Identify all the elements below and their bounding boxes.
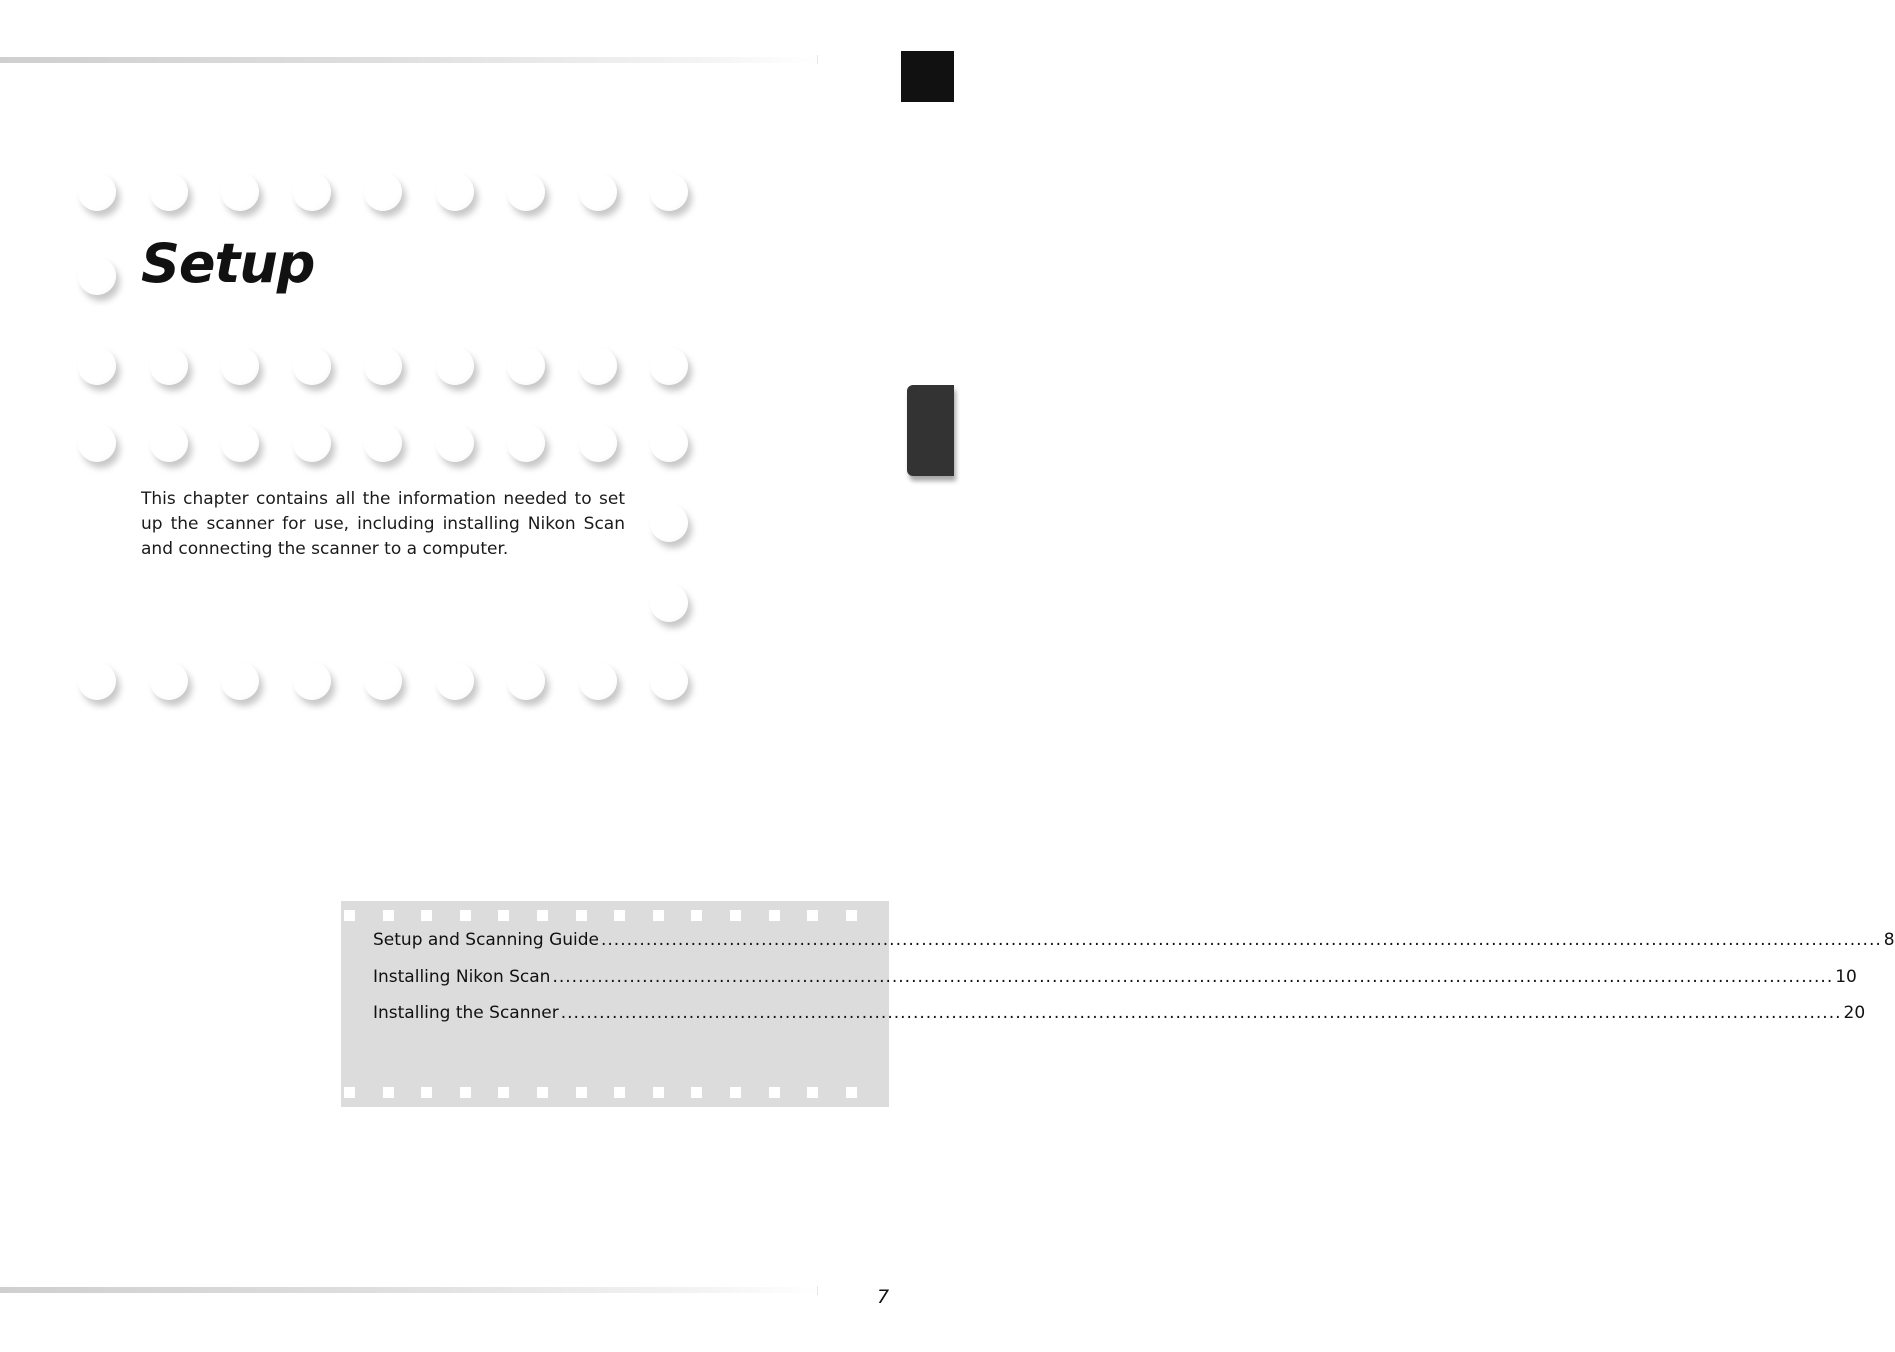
- sprocket-hole: [807, 910, 818, 921]
- decorative-dot: [293, 173, 331, 211]
- sprocket-hole: [498, 910, 509, 921]
- toc-entry[interactable]: [373, 930, 1895, 967]
- page-number: 7: [877, 1286, 890, 1308]
- sprocket-hole: [421, 1087, 432, 1098]
- decorative-dot: [78, 424, 116, 462]
- sprocket-hole: [537, 1087, 548, 1098]
- decorative-dot: [364, 662, 402, 700]
- toc-entry[interactable]: [373, 1003, 1866, 1040]
- decorative-dot: [78, 662, 116, 700]
- sprocket-hole: [691, 1087, 702, 1098]
- decorative-dot: [364, 347, 402, 385]
- toc-entry-page: 10: [1835, 966, 1857, 987]
- sprocket-hole: [807, 1087, 818, 1098]
- decorative-dot: [507, 662, 545, 700]
- toc-entry-label: Installing the Scanner: [373, 1003, 559, 1023]
- toc-box: [341, 901, 1895, 1107]
- decorative-dot: [579, 347, 617, 385]
- decorative-dot: [221, 347, 259, 385]
- decorative-dot: [78, 257, 116, 295]
- sprocket-hole: [383, 910, 394, 921]
- sprocket-hole: [769, 910, 780, 921]
- top-rule: [0, 57, 818, 63]
- sprocket-hole: [537, 910, 548, 921]
- chapter-intro: This chapter contains all the information needed to set up the scanner for use, including installing Nikon Scan and connecting the scanner to a computer.: [141, 489, 625, 559]
- decorative-dot: [150, 424, 188, 462]
- decorative-dot: [650, 504, 688, 542]
- decorative-dot: [507, 347, 545, 385]
- sprocket-hole: [498, 1087, 509, 1098]
- sprocket-hole: [730, 910, 741, 921]
- chapter-side-tab: [907, 385, 954, 476]
- toc-leader-dots: ........................................................................................................................................................................................................: [560, 1003, 1842, 1023]
- top-rule-tick: [817, 55, 818, 64]
- decorative-dot: [507, 173, 545, 211]
- decorative-dot: [221, 424, 259, 462]
- decorative-dot: [150, 347, 188, 385]
- sprocket-hole: [460, 1087, 471, 1098]
- decorative-dot: [436, 424, 474, 462]
- decorative-dot: [78, 347, 116, 385]
- decorative-dot: [650, 662, 688, 700]
- sprocket-hole: [691, 910, 702, 921]
- toc-entry-page: 8: [1883, 930, 1895, 950]
- sprocket-hole: [769, 1087, 780, 1098]
- decorative-dot: [436, 347, 474, 385]
- decorative-dot: [579, 662, 617, 700]
- decorative-dot: [150, 173, 188, 211]
- sprocket-row-top: [341, 910, 889, 921]
- toc-entry[interactable]: [373, 966, 1857, 1004]
- sprocket-hole: [344, 1087, 355, 1098]
- toc-entry-page: 20: [1843, 1003, 1866, 1023]
- decorative-dot: [436, 173, 474, 211]
- bottom-rule: [0, 1287, 818, 1293]
- sprocket-hole: [614, 1087, 625, 1098]
- toc-entry-label: Installing Nikon Scan: [373, 966, 551, 987]
- sprocket-hole: [846, 910, 857, 921]
- sprocket-hole: [576, 910, 587, 921]
- decorative-dot: [507, 424, 545, 462]
- decorative-dot: [364, 424, 402, 462]
- decorative-dot: [221, 173, 259, 211]
- sprocket-hole: [344, 910, 355, 921]
- sprocket-hole: [383, 1087, 394, 1098]
- decorative-dot: [650, 584, 688, 622]
- decorative-dot: [579, 173, 617, 211]
- sprocket-hole: [576, 1087, 587, 1098]
- sprocket-hole: [460, 910, 471, 921]
- sprocket-hole: [730, 1087, 741, 1098]
- sprocket-hole: [846, 1087, 857, 1098]
- toc-leader-dots: ........................................................................................................................................................................................................: [552, 966, 1834, 987]
- decorative-dot: [364, 173, 402, 211]
- sprocket-hole: [421, 910, 432, 921]
- toc-leader-dots: ........................................................................................................................................................................................................: [601, 930, 1882, 950]
- decorative-dot: [293, 662, 331, 700]
- sprocket-hole: [653, 1087, 664, 1098]
- decorative-dot: [650, 347, 688, 385]
- chapter-title: Setup: [141, 232, 315, 295]
- decorative-dot: [78, 173, 116, 211]
- decorative-dot: [650, 173, 688, 211]
- sprocket-row-bottom: [341, 1087, 889, 1098]
- decorative-dot: [436, 662, 474, 700]
- decorative-dot: [650, 424, 688, 462]
- sprocket-hole: [614, 910, 625, 921]
- toc-list: [373, 930, 1895, 1040]
- decorative-dot: [150, 662, 188, 700]
- bottom-rule-tick: [817, 1286, 818, 1295]
- corner-tab-marker: [901, 51, 954, 102]
- decorative-dot: [293, 347, 331, 385]
- decorative-dot: [293, 424, 331, 462]
- toc-entry-label: Setup and Scanning Guide: [373, 930, 599, 950]
- sprocket-hole: [653, 910, 664, 921]
- decorative-dot: [579, 424, 617, 462]
- decorative-dot: [221, 662, 259, 700]
